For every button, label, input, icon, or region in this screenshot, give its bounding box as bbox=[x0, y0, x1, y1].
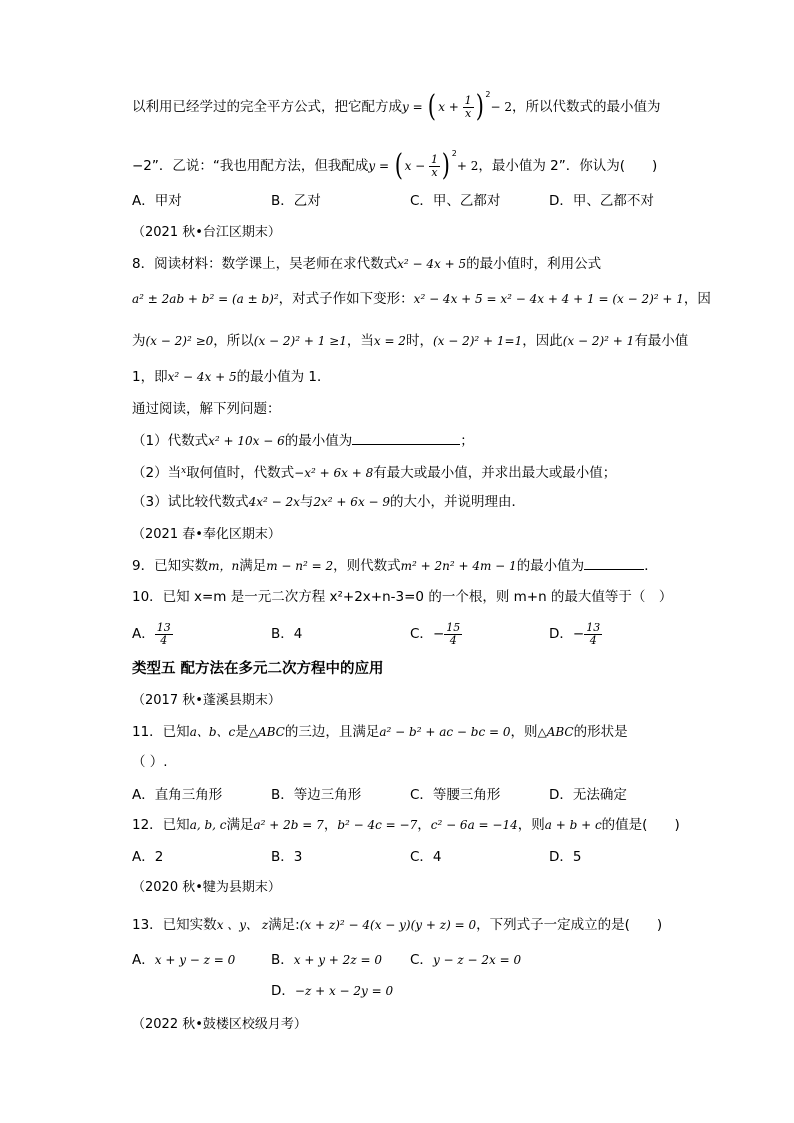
q12-option-d[interactable]: D．5 bbox=[549, 849, 582, 865]
math-expr: (x − 2)² ≥0 bbox=[145, 334, 214, 348]
text: 满足: bbox=[268, 917, 300, 933]
option-label: A． bbox=[132, 952, 155, 968]
text: ，因此 bbox=[522, 333, 563, 349]
text: （3）试比较代数式 bbox=[132, 494, 249, 510]
text: 是 bbox=[235, 724, 249, 740]
math-expr: x² − 4x + 5 bbox=[167, 370, 237, 384]
text: ，则代数式 bbox=[333, 558, 401, 574]
math-expr: m² + 2n² + 4m − 1 bbox=[400, 559, 517, 573]
exponent: 2 bbox=[451, 149, 457, 158]
q12-option-a[interactable]: A．2 bbox=[132, 849, 164, 865]
text: ，则 bbox=[510, 724, 538, 740]
q8-line-1 bbox=[132, 255, 601, 273]
text: 12．已知 bbox=[132, 817, 190, 833]
option-label: B． bbox=[271, 626, 294, 642]
q13-option-d[interactable] bbox=[271, 982, 393, 1000]
sign: − bbox=[432, 626, 445, 642]
text: 为 bbox=[132, 333, 146, 349]
fraction-numerator: 13 bbox=[586, 620, 601, 634]
text: ，下列式子一定成立的是( ) bbox=[476, 917, 663, 933]
fraction-numerator: 13 bbox=[156, 620, 171, 634]
fraction bbox=[444, 622, 462, 647]
text: −2”．乙说：“我也用配方法，但我配成 bbox=[132, 158, 369, 174]
paren-close: ) bbox=[441, 148, 450, 183]
math-expr: 4x² − 2x bbox=[248, 495, 300, 509]
q8-source: （2021 秋•台江区期末） bbox=[132, 225, 281, 240]
q8-sub-2 bbox=[132, 462, 616, 482]
q11-option-c[interactable]: C．等腰三角形 bbox=[410, 787, 501, 803]
math-var: x bbox=[181, 466, 187, 476]
math-expr: x² + 10x − 6 bbox=[208, 434, 285, 448]
math-expr: a、b、c bbox=[189, 725, 236, 739]
text: 的形状是 bbox=[573, 724, 628, 740]
paren-open: ( bbox=[394, 148, 403, 183]
exponent: 2 bbox=[485, 90, 491, 99]
q8-line-2 bbox=[132, 290, 711, 308]
fraction bbox=[429, 154, 440, 179]
math-expr: y − z − 2x = 0 bbox=[432, 953, 522, 967]
q10-text: 10．已知 x=m 是一元二次方程 x²+2x+n-3=0 的一个根，则 m+n 的最大值等于（ ） bbox=[132, 589, 673, 605]
math-expr: x = 2 bbox=[373, 334, 406, 348]
text: 满足 bbox=[226, 817, 254, 833]
answer-blank[interactable] bbox=[584, 557, 644, 570]
q11-option-d[interactable]: D．无法确定 bbox=[549, 787, 627, 803]
q12-source: （2020 秋•犍为县期末） bbox=[132, 880, 281, 895]
fraction-numerator: 1 bbox=[464, 93, 472, 107]
text: ， bbox=[417, 817, 431, 833]
text: ， bbox=[323, 817, 338, 833]
math-expr: △ABC bbox=[248, 725, 285, 739]
fraction bbox=[155, 622, 173, 647]
math-expr: △ABC bbox=[537, 725, 574, 739]
q8-line-4 bbox=[132, 368, 330, 386]
q7-option-b[interactable]: B．乙对 bbox=[271, 193, 321, 209]
option-label: B． bbox=[271, 952, 294, 968]
q12-line bbox=[132, 816, 680, 834]
text: （1）代数式 bbox=[132, 433, 209, 449]
text: 的最小值时，利用公式 bbox=[466, 256, 602, 272]
math-expr: x − bbox=[404, 159, 430, 173]
text: ，因 bbox=[683, 291, 711, 307]
option-label: D． bbox=[549, 626, 573, 642]
paren-close: ) bbox=[475, 89, 484, 124]
q11-option-a[interactable]: A．直角三角形 bbox=[132, 787, 223, 803]
fraction-numerator: 15 bbox=[446, 620, 461, 634]
math-expr: c² − 6a = −14 bbox=[430, 818, 518, 832]
math-expr: x² − 4x + 5 = x² − 4x + 4 + 1 = (x − 2)² + 1 bbox=[413, 292, 684, 306]
text: 13．已知实数 bbox=[132, 917, 217, 933]
text: 的值是( ) bbox=[601, 817, 680, 833]
text: 时， bbox=[405, 333, 433, 349]
math-expr: a² + 2b = 7 bbox=[253, 818, 324, 832]
q10-option-d[interactable] bbox=[549, 620, 602, 648]
option-label: C． bbox=[410, 626, 433, 642]
text: 1，即 bbox=[132, 369, 168, 385]
fraction-denominator: 4 bbox=[449, 633, 457, 647]
q10-option-b[interactable] bbox=[271, 625, 302, 643]
math-expr: (x + z)² − 4(x − y)(y + z) = 0 bbox=[299, 918, 477, 932]
math-expr: a² − b² + ac − bc = 0 bbox=[379, 725, 511, 739]
fraction-denominator: 4 bbox=[160, 633, 168, 647]
option-label: D． bbox=[271, 983, 295, 999]
math-expr: (x − 2)² + 1=1 bbox=[432, 334, 523, 348]
text: 的最小值为 bbox=[284, 433, 353, 449]
text: 满足 bbox=[239, 558, 267, 574]
math-expr: y = bbox=[368, 159, 393, 173]
math-expr: x 、y、 z bbox=[216, 918, 269, 932]
q7-option-d[interactable]: D．甲、乙都不对 bbox=[549, 193, 654, 209]
fraction-denominator: x bbox=[431, 165, 438, 179]
q10-option-c[interactable] bbox=[410, 620, 462, 648]
text: 9．已知实数 bbox=[132, 558, 209, 574]
math-expr: a + b + c bbox=[544, 818, 602, 832]
q8-sub-3 bbox=[132, 493, 525, 511]
math-expr: m，n bbox=[208, 559, 240, 573]
q12-option-c[interactable]: C．4 bbox=[410, 849, 442, 865]
text: 8．阅读材料：数学课上，吴老师在求代数式 bbox=[132, 256, 398, 272]
q7-option-c[interactable]: C．甲、乙都对 bbox=[410, 193, 501, 209]
math-expr: (x − 2)² + 1 bbox=[562, 334, 635, 348]
q10-option-a[interactable] bbox=[132, 620, 173, 648]
paren-open: ( bbox=[428, 89, 437, 124]
text: 11．已知 bbox=[132, 724, 190, 740]
text: （2）当 bbox=[132, 465, 182, 481]
option-label: C． bbox=[410, 952, 433, 968]
text: ； bbox=[460, 433, 474, 449]
q13-source: （2022 秋•鼓楼区校级月考） bbox=[132, 1017, 307, 1032]
text: 的三边，且满足 bbox=[284, 724, 380, 740]
q11-option-b[interactable]: B．等边三角形 bbox=[271, 787, 362, 803]
text: 有最大或最小值，并求出最大或最小值； bbox=[373, 465, 617, 481]
math-expr: a, b, c bbox=[189, 818, 227, 832]
text: ，所以代数式的最小值为 bbox=[511, 99, 661, 115]
math-expr: − 2 bbox=[490, 100, 512, 114]
intro-line-2 bbox=[132, 139, 657, 181]
text: ，所以 bbox=[213, 333, 254, 349]
text: ，则 bbox=[517, 817, 545, 833]
q11-line-2: （ ）. bbox=[132, 754, 168, 770]
answer-blank[interactable] bbox=[352, 432, 460, 445]
math-expr: x + bbox=[438, 100, 463, 114]
math-expr: + 2 bbox=[456, 159, 479, 173]
q8-line-3 bbox=[132, 332, 688, 350]
q9-source: （2021 春•奉化区期末） bbox=[132, 527, 281, 542]
text: 的最小值为 1． bbox=[236, 369, 331, 385]
math-expr: a² ± 2ab + b² = (a ± b)² bbox=[132, 292, 279, 306]
text: 有最小值 bbox=[634, 333, 689, 349]
option-label: A． bbox=[132, 626, 155, 642]
math-expr: −x² + 6x + 8 bbox=[294, 466, 374, 480]
q12-option-b[interactable]: B．3 bbox=[271, 849, 303, 865]
math-expr: x² − 4x + 5 bbox=[397, 257, 467, 271]
option-value: 4 bbox=[293, 626, 303, 642]
fraction-numerator: 1 bbox=[431, 152, 439, 166]
fraction bbox=[584, 622, 602, 647]
q7-option-a[interactable]: A．甲对 bbox=[132, 193, 182, 209]
text: 与 bbox=[299, 494, 314, 510]
fraction-denominator: 4 bbox=[589, 633, 597, 647]
math-expr: (x − 2)² + 1 ≥1 bbox=[253, 334, 347, 348]
text: 取何值时，代数式 bbox=[186, 465, 295, 481]
text: 的大小，并说明理由． bbox=[390, 494, 526, 510]
math-expr: y = bbox=[402, 100, 427, 114]
text: 以利用已经学过的完全平方公式，把它配方成 bbox=[132, 99, 402, 115]
q8-sub-1 bbox=[132, 432, 474, 450]
q8-line-5: 通过阅读，解下列问题： bbox=[132, 401, 281, 417]
math-expr: m − n² = 2 bbox=[266, 559, 334, 573]
section5-source: （2017 秋•蓬溪县期末） bbox=[132, 693, 281, 708]
q11-line-1 bbox=[132, 723, 628, 741]
q13-option-b[interactable] bbox=[271, 951, 382, 969]
text: 的最小值为 bbox=[516, 558, 585, 574]
q9-line bbox=[132, 557, 658, 575]
math-expr: −z + x − 2y = 0 bbox=[294, 984, 394, 998]
fraction bbox=[463, 95, 474, 120]
q13-line bbox=[132, 916, 662, 934]
math-expr: x + y − z = 0 bbox=[154, 953, 236, 967]
text: ，当 bbox=[346, 333, 374, 349]
q13-option-c[interactable] bbox=[410, 951, 521, 969]
text: ，对式子作如下变形： bbox=[278, 291, 414, 307]
text: ，最小值为 2”．你认为( ) bbox=[478, 158, 658, 174]
sign: − bbox=[572, 626, 585, 642]
q13-option-a[interactable] bbox=[132, 951, 235, 969]
intro-line-1 bbox=[132, 80, 660, 122]
math-expr: x + y + 2z = 0 bbox=[293, 953, 382, 967]
section-heading: 类型五 配方法在多元二次方程中的应用 bbox=[132, 661, 384, 677]
math-expr: 2x² + 6x − 9 bbox=[313, 495, 391, 509]
fraction-denominator: x bbox=[465, 106, 472, 120]
text: ． bbox=[644, 558, 658, 574]
math-expr: b² − 4c = −7 bbox=[337, 818, 418, 832]
